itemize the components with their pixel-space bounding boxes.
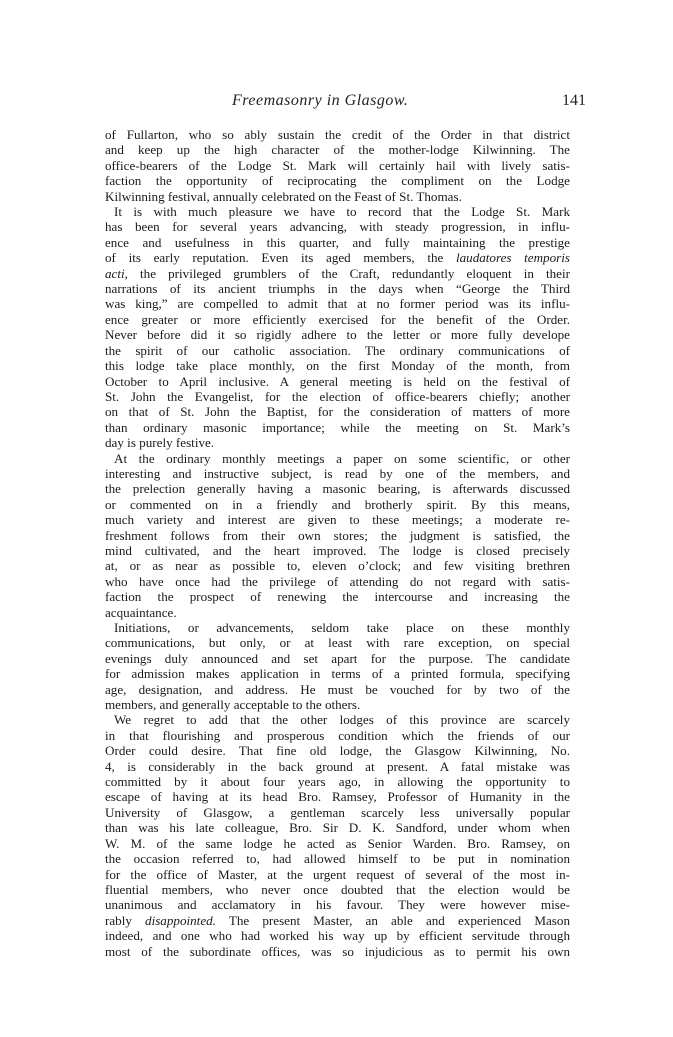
text-line: ence and usefulness in this quarter, and fully maintaining the prestige xyxy=(105,234,570,250)
text-run: The present Master, an able and experienced Mason xyxy=(215,912,570,928)
text-line: interesting and instructive subject, is read by one of the members, and xyxy=(105,465,570,481)
text-line: on that of St. John the Baptist, for the consideration of matters of more xyxy=(105,404,570,420)
text-line: for admission makes application in terms of a printed formula, specifying xyxy=(105,666,570,682)
text-line: this lodge take place monthly, on the first Monday of the month, from xyxy=(105,358,570,374)
text-line: was king,” are compelled to admit that at no former period was its influ- xyxy=(105,296,570,312)
text-line: W. M. of the same lodge he acted as Senior Warden. Bro. Ramsey, on xyxy=(105,835,570,851)
text-line: than was his late colleague, Bro. Sir D. K. Sandford, under whom when xyxy=(105,820,570,836)
text-line: freshment follows from their own stores; the judgment is satisfied, the xyxy=(105,527,570,543)
text-run: rably xyxy=(105,912,146,928)
text-line: We regret to add that the other lodges of this province are scarcely xyxy=(114,712,570,728)
text-line: Never before did it so rigidly adhere to the letter or more fully develope xyxy=(105,327,570,343)
text-line: ence greater or more efficiently exercised for the benefit of the Order. xyxy=(105,311,570,327)
text-line: University of Glasgow, a gentleman scarcely less universally popular xyxy=(105,804,570,820)
text-line: acquaintance. xyxy=(105,604,177,620)
text-line: It is with much pleasure we have to record that the Lodge St. Mark xyxy=(114,204,570,220)
italic-phrase: laudatores temporis xyxy=(455,250,570,266)
text-line: faction the prospect of renewing the intercourse and increasing the xyxy=(105,589,570,605)
text-line: members, and generally acceptable to the others. xyxy=(105,697,361,713)
text-line: faction the opportunity of reciprocating the compliment on the Lodge xyxy=(105,173,570,189)
text-line: unanimous and acclamatory in his favour. They were however mise- xyxy=(105,897,570,913)
text-line: much variety and interest are given to these meetings; a moderate re- xyxy=(105,512,570,528)
text-line: October to April inclusive. A general meeting is held on the festival of xyxy=(105,373,570,389)
paragraph xyxy=(105,712,570,959)
text-line: indeed, and one who had worked his way up by efficient servitude through xyxy=(105,928,570,944)
text-line: of Fullarton, who so ably sustain the credit of the Order in that district xyxy=(105,127,570,142)
text-line: 4, is considerably in the back ground at present. A fatal mistake was xyxy=(105,758,570,774)
text-line: communications, but only, or at least with rare exception, on special xyxy=(105,635,570,651)
text-line: the spirit of our catholic association. The ordinary communications of xyxy=(105,342,570,358)
text-line: age, designation, and address. He must be vouched for by two of the xyxy=(105,681,570,697)
text-line: escape of having at its head Bro. Ramsey, Professor of Humanity in the xyxy=(105,789,570,805)
running-title: Freemasonry in Glasgow. xyxy=(232,92,409,109)
text-line: narrations of its ancient triumphs in the days when “George the Third xyxy=(105,281,570,297)
text-line: Kilwinning festival, annually celebrated on the Feast of St. Thomas. xyxy=(105,188,462,204)
paragraph xyxy=(105,204,570,451)
text-line: At the ordinary monthly meetings a paper on some scientific, or other xyxy=(114,450,570,466)
text-line: the prelection generally having a masonic bearing, is afterwards discussed xyxy=(105,481,570,497)
text-line: who have once had the privilege of attending do not regard with satis- xyxy=(105,573,570,589)
text-line: committed by it about four years ago, in allowing the opportunity to xyxy=(105,774,570,790)
text-line: mind cultivated, and the heart improved. The lodge is closed precisely xyxy=(105,542,570,558)
text-line: or commented on in a friendly and brotherly spirit. By this means, xyxy=(105,496,570,512)
text-line: day is purely festive. xyxy=(105,435,215,451)
paragraph xyxy=(105,620,570,712)
paragraph xyxy=(105,127,570,204)
text-run: the privileged grumblers of the Craft, redundantly eloquent in their xyxy=(127,265,570,281)
text-line: has been for several years advancing, with steady progression, in influ- xyxy=(105,219,570,235)
text-line: the occasion referred to, had allowed himself to be put in nomination xyxy=(105,851,570,867)
text-line xyxy=(105,250,570,265)
text-line: fluential members, who never once doubted that the election would be xyxy=(105,881,570,897)
page-number: 141 xyxy=(562,92,586,109)
running-head xyxy=(0,92,673,114)
text-line: Initiations, or advancements, seldom take place on these monthly xyxy=(114,620,570,635)
text-line xyxy=(105,266,570,281)
text-line xyxy=(105,913,570,928)
body-text xyxy=(105,127,570,959)
text-line: most of the subordinate offices, was so injudicious as to permit his own xyxy=(105,943,570,959)
italic-phrase: acti, xyxy=(105,265,128,281)
text-run: of its early reputation. Even its aged members, the xyxy=(105,250,456,266)
text-line: for the office of Master, at the urgent request of several of the most in- xyxy=(105,866,570,882)
text-line: Order could desire. That fine old lodge, the Glasgow Kilwinning, No. xyxy=(105,743,570,759)
text-line: St. John the Evangelist, for the election of office-bearers chiefly; another xyxy=(105,388,570,404)
text-line: at, or as near as possible to, eleven o’clock; and few visiting brethren xyxy=(105,558,570,574)
text-line: and keep up the high character of the mother-lodge Kilwinning. The xyxy=(105,142,570,158)
text-line: than ordinary masonic importance; while the meeting on St. Mark’s xyxy=(105,419,570,435)
text-line: office-bearers of the Lodge St. Mark will certainly hail with lively satis- xyxy=(105,157,570,173)
text-line: in that flourishing and prosperous condition which the friends of our xyxy=(105,727,570,743)
text-line: evenings duly announced and set apart for the purpose. The candidate xyxy=(105,650,570,666)
italic-phrase: disappointed. xyxy=(145,912,216,928)
paragraph xyxy=(105,451,570,620)
